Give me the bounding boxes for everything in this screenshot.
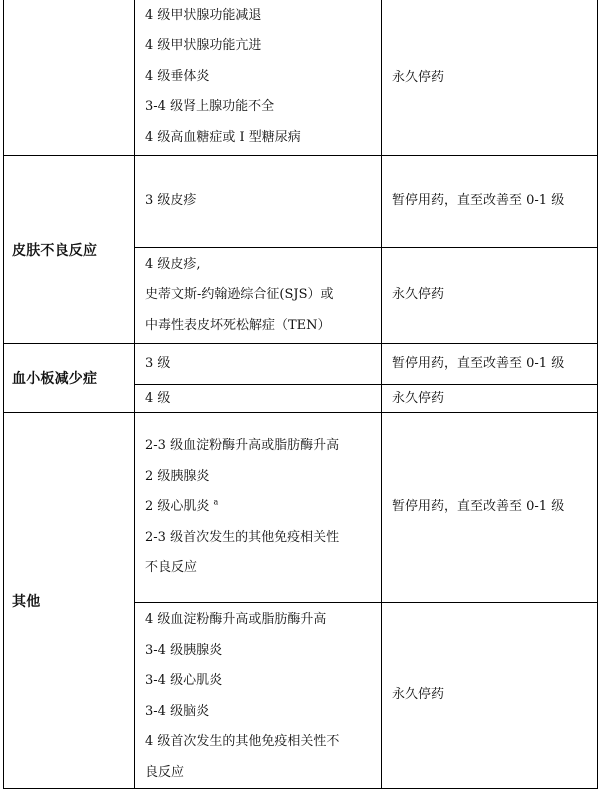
condition-line: 4 级首次发生的其他免疫相关性不 xyxy=(145,734,340,749)
condition-cell xyxy=(135,413,382,603)
condition-line: 4 级垂体炎 xyxy=(145,68,210,84)
condition-line: 不良反应 xyxy=(145,560,198,576)
action-cell xyxy=(382,385,598,413)
action-text: 永久停药 xyxy=(392,687,445,703)
condition-line: 2 级胰腺炎 xyxy=(145,468,210,484)
action-text: 暂停用药，直至改善至 0-1 级 xyxy=(392,193,565,209)
table-row-skin-grade3 xyxy=(4,156,598,248)
condition-line: 2-3 级血淀粉酶升高或脂肪酶升高 xyxy=(145,438,340,454)
action-text: 永久停药 xyxy=(392,69,445,85)
condition-cell xyxy=(135,344,382,385)
category-cell-platelet: 血小板减少症 xyxy=(4,344,135,413)
action-text: 永久停药 xyxy=(392,390,445,406)
condition-line xyxy=(145,492,381,523)
condition-cell xyxy=(135,156,382,248)
table-row-other-hold xyxy=(4,413,598,603)
action-cell xyxy=(382,413,598,603)
table-row-endocrine xyxy=(4,0,598,156)
condition-line: 3 级 xyxy=(145,355,171,371)
condition-cell xyxy=(135,385,382,413)
condition-line: 4 级甲状腺功能减退 xyxy=(145,7,262,23)
condition-cell xyxy=(135,603,382,789)
condition-line: 3-4 级肾上腺功能不全 xyxy=(145,99,275,114)
condition-line: 中毒性表皮坏死松解症（TEN） xyxy=(145,317,331,333)
action-cell xyxy=(382,0,598,156)
condition-line: 4 级高血糖症或 I 型糖尿病 xyxy=(145,129,301,145)
action-cell xyxy=(382,248,598,344)
condition-line: 4 级甲状腺功能亢进 xyxy=(145,38,262,53)
condition-line: 史蒂文斯-约翰逊综合征(SJS）或 xyxy=(145,287,334,303)
condition-line: 4 级血淀粉酶升高或脂肪酶升高 xyxy=(145,612,327,627)
category-cell-other: 其他 xyxy=(4,413,135,789)
category-cell-skin: 皮肤不良反应 xyxy=(4,156,135,344)
action-cell xyxy=(382,156,598,248)
action-text: 暂停用药，直至改善至 0-1 级 xyxy=(392,355,565,371)
condition-line: 良反应 xyxy=(145,764,185,780)
condition-cell xyxy=(135,0,382,156)
condition-line: 4 级皮疹, xyxy=(145,256,201,272)
condition-line: 3-4 级胰腺炎 xyxy=(145,642,223,658)
condition-cell xyxy=(135,248,382,344)
action-text: 暂停用药，直至改善至 0-1 级 xyxy=(392,499,565,515)
condition-line: 3-4 级脑炎 xyxy=(145,703,210,719)
action-cell xyxy=(382,603,598,789)
condition-line-text: 2 级心肌炎 xyxy=(145,499,210,515)
category-cell-endocrine xyxy=(4,0,135,156)
condition-line: 3-4 级心肌炎 xyxy=(145,673,223,688)
action-text: 永久停药 xyxy=(392,287,445,303)
condition-line: 4 级 xyxy=(145,390,171,406)
dose-modification-table xyxy=(3,0,598,789)
action-cell xyxy=(382,344,598,385)
condition-line: 2-3 级首次发生的其他免疫相关性 xyxy=(145,529,340,545)
footnote-mark: a xyxy=(213,497,219,507)
table-row-platelet-grade3 xyxy=(4,344,598,385)
condition-line: 3 级皮疹 xyxy=(145,193,197,209)
